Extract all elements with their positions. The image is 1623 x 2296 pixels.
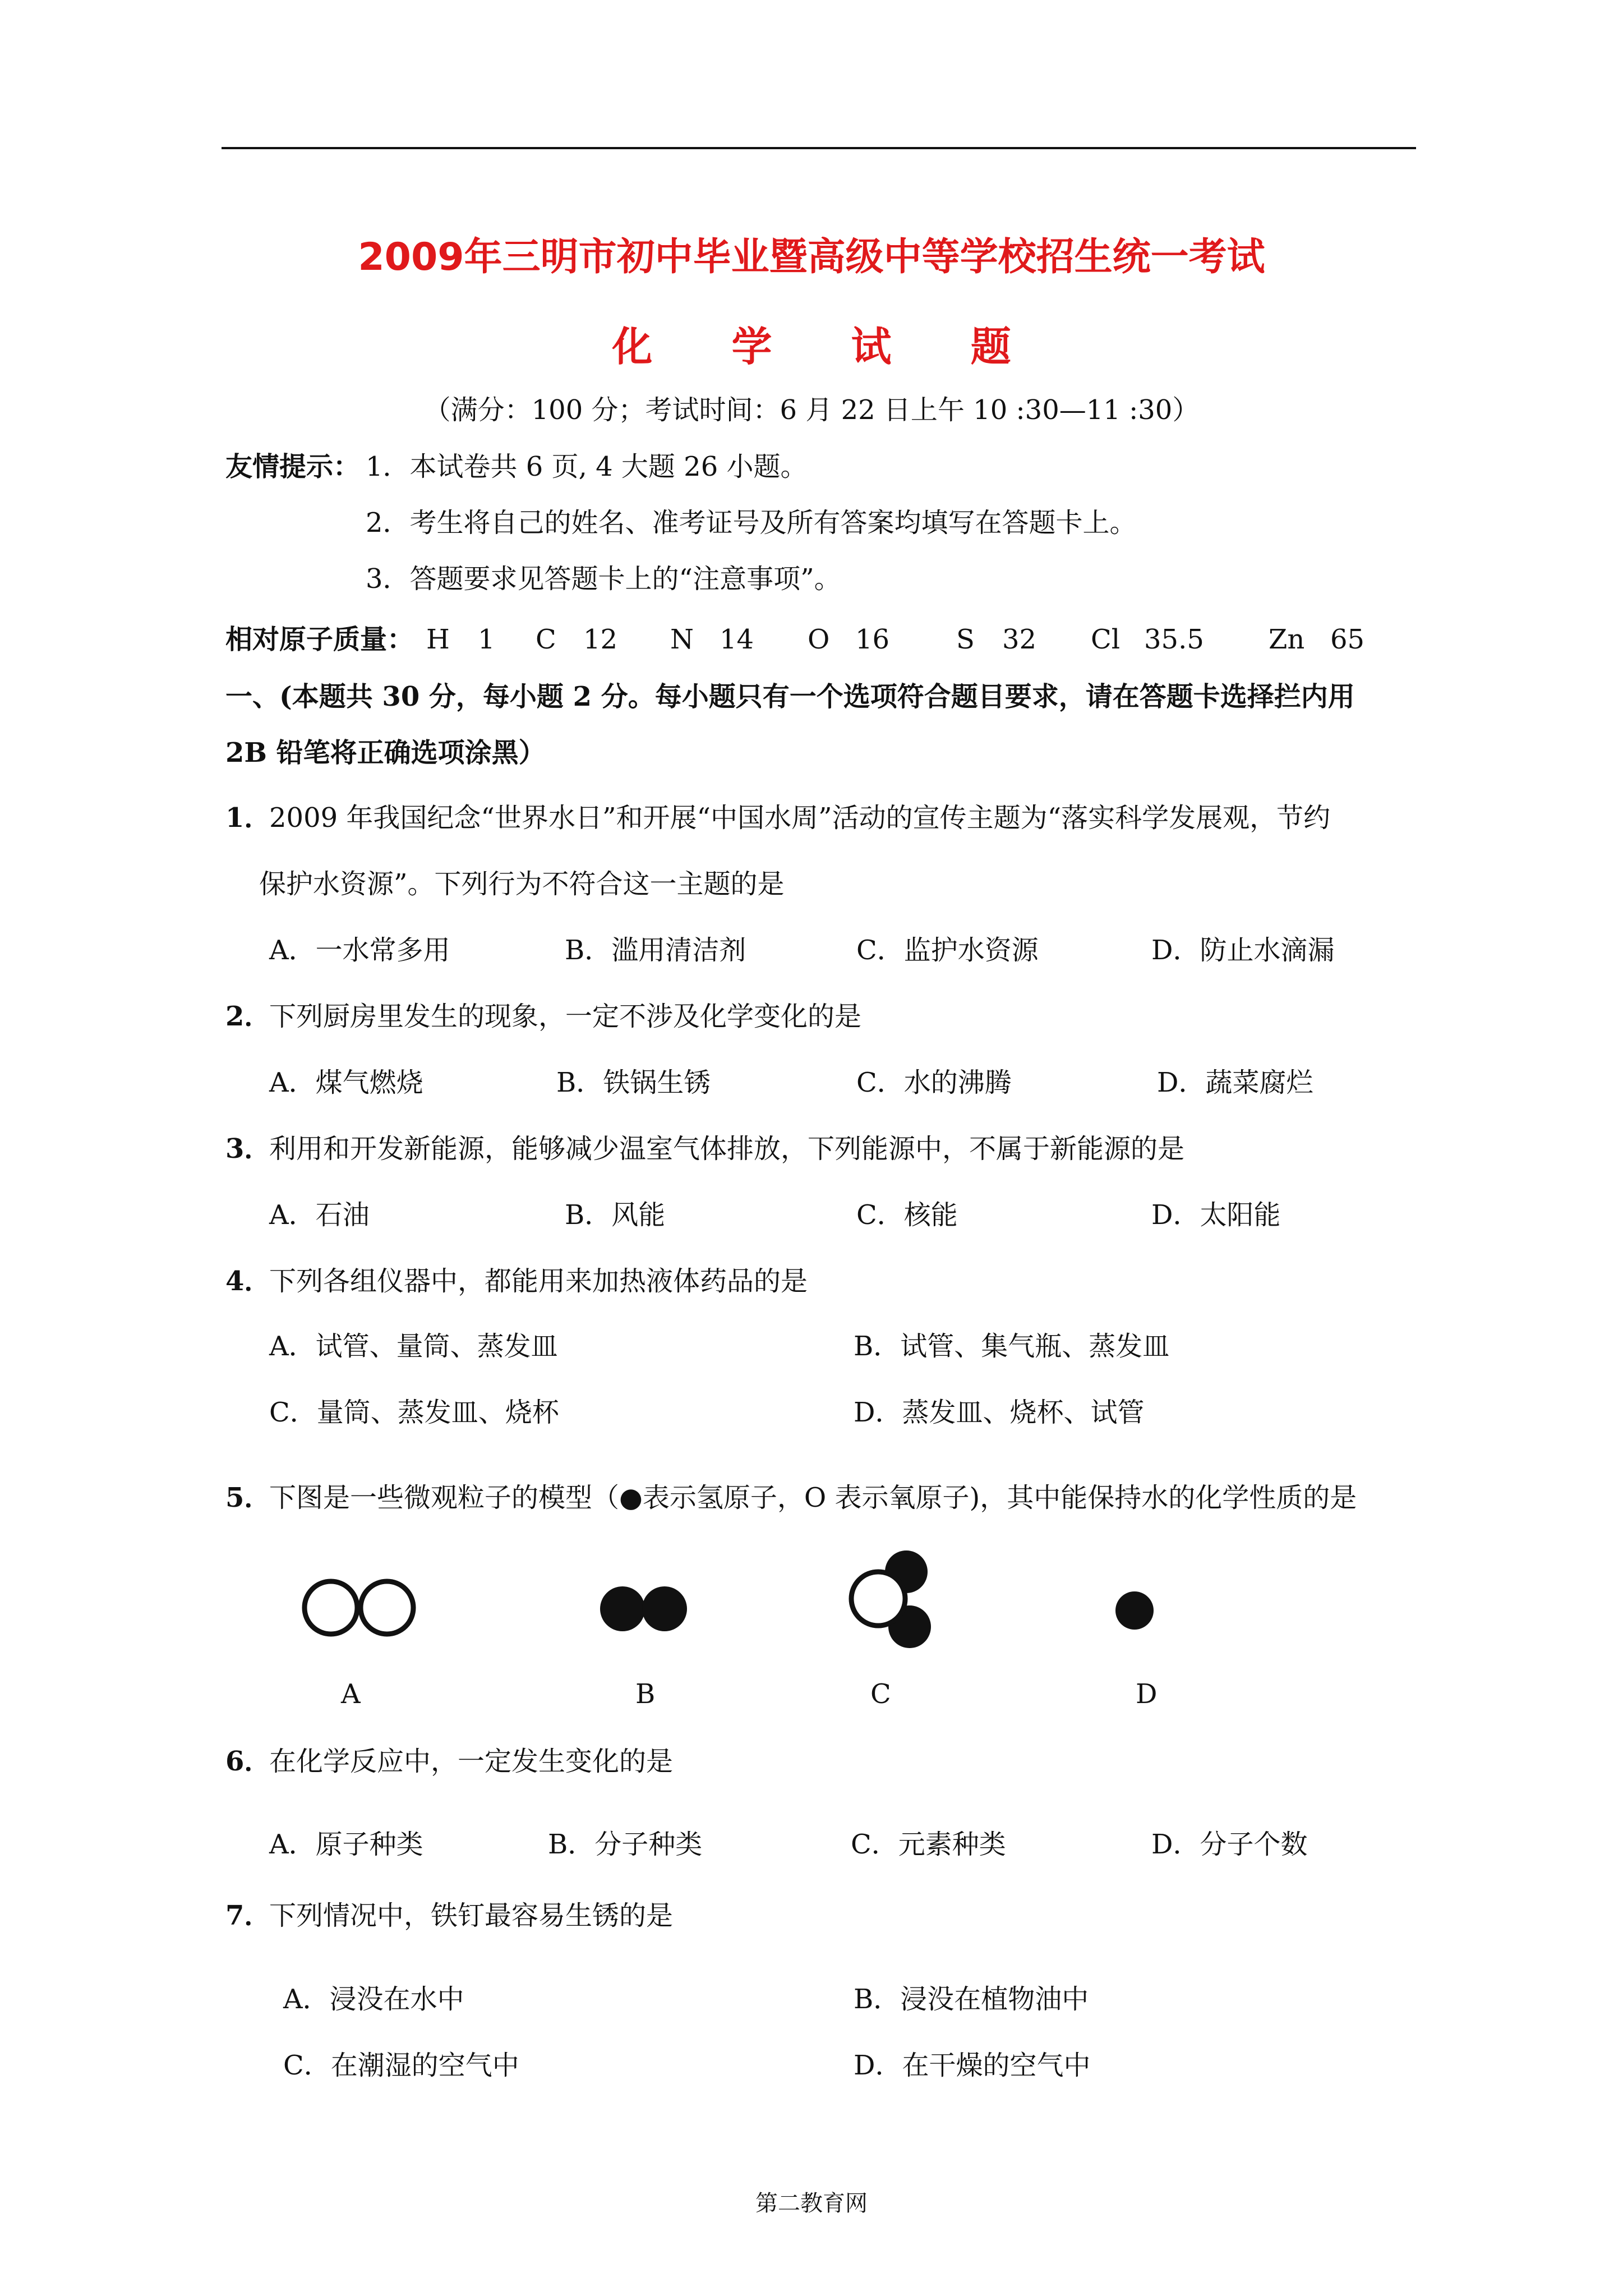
atomic-mass-el: C — [536, 624, 556, 655]
option-a[interactable]: A — [341, 1678, 361, 1710]
molecule-b-model — [594, 1582, 695, 1638]
option-c[interactable]: C．元素种类 — [851, 1829, 1006, 1860]
option-b[interactable]: B．铁锅生锈 — [556, 1067, 711, 1098]
option-b[interactable]: B．风能 — [565, 1199, 666, 1231]
option-b[interactable]: B．分子种类 — [548, 1829, 703, 1860]
section-heading-cont: 2B 铅笔将正确选项涂黑） — [225, 737, 546, 769]
option-a[interactable]: A．一水常多用 — [269, 935, 450, 966]
atomic-mass-val: 14 — [720, 624, 754, 655]
atomic-mass-el: H — [426, 624, 450, 655]
question-number: 7． — [225, 1900, 271, 1931]
question-number: 5． — [225, 1482, 271, 1513]
atomic-mass-label: 相对原子质量： — [225, 624, 414, 655]
option-b[interactable]: B．试管、集气瓶、蒸发皿 — [854, 1331, 1170, 1362]
question-text: 下列情况中，铁钉最容易生锈的是 — [269, 1900, 674, 1931]
option-d[interactable]: D．防止水滴漏 — [1151, 935, 1335, 966]
atomic-mass-el: N — [670, 624, 694, 655]
option-d[interactable]: D．在干燥的空气中 — [854, 2050, 1091, 2081]
option-c[interactable]: C．监护水资源 — [856, 935, 1039, 966]
option-d[interactable]: D．分子个数 — [1151, 1829, 1308, 1860]
molecule-a-model — [297, 1571, 426, 1644]
oxygen-atom — [851, 1572, 905, 1626]
question-number: 1． — [225, 802, 271, 834]
option-d[interactable]: D．太阳能 — [1151, 1199, 1281, 1231]
page-footer: 第二教育网 — [755, 2191, 868, 2216]
option-c[interactable]: C — [870, 1678, 891, 1710]
option-b[interactable]: B．浸没在植物油中 — [854, 1984, 1089, 2015]
section-heading: 一、(本题共 30 分，每小题 2 分。每小题只有一个选项符合题目要求，请在答题卡选择拦内用 — [225, 681, 1355, 712]
question-text: 下列厨房里发生的现象，一定不涉及化学变化的是 — [269, 1001, 862, 1032]
molecule-d-model — [1108, 1585, 1164, 1641]
option-a[interactable]: A．原子种类 — [269, 1829, 423, 1860]
molecule-c-model — [841, 1543, 953, 1655]
exam-title: 2009年三明市初中毕业暨高级中等学校招生统一考试 — [358, 235, 1265, 279]
tip-item: 2．考生将自己的姓名、准考证号及所有答案均填写在答题卡上。 — [366, 507, 1137, 539]
option-c[interactable]: C．核能 — [856, 1199, 958, 1231]
atomic-mass-el: O — [808, 624, 830, 655]
question-number: 2． — [225, 1001, 271, 1032]
option-c[interactable]: C．水的沸腾 — [856, 1067, 1012, 1098]
atomic-mass-val: 32 — [1002, 624, 1037, 655]
option-a[interactable]: A．试管、量筒、蒸发皿 — [269, 1331, 558, 1362]
option-a[interactable]: A．浸没在水中 — [283, 1984, 464, 2015]
tip-item: 3．答题要求见答题卡上的“注意事项”。 — [366, 563, 841, 595]
option-d[interactable]: D．蔬菜腐烂 — [1157, 1067, 1313, 1098]
atomic-mass-val: 12 — [583, 624, 618, 655]
question-number: 4． — [225, 1266, 271, 1297]
atomic-mass-el: Zn — [1269, 624, 1305, 655]
hydrogen-atom — [642, 1586, 687, 1631]
atomic-mass-el: S — [956, 624, 975, 655]
option-c[interactable]: C．在潮湿的空气中 — [283, 2050, 519, 2081]
tip-item: 1．本试卷共 6 页, 4 大题 26 小题。 — [366, 451, 808, 482]
option-b[interactable]: B．滥用清洁剂 — [565, 935, 746, 966]
exam-info: （满分：100 分；考试时间：6 月 22 日上午 10 :30—11 :30） — [423, 394, 1200, 426]
question-text-cont: 保护水资源”。下列行为不符合这一主题的是 — [259, 868, 785, 900]
atomic-mass-val: 1 — [478, 624, 495, 655]
hydrogen-atom — [600, 1586, 645, 1631]
question-text: 在化学反应中，一定发生变化的是 — [269, 1746, 674, 1777]
option-d[interactable]: D — [1136, 1678, 1158, 1710]
hydrogen-atom — [1115, 1591, 1154, 1630]
tips-label: 友情提示： — [225, 451, 361, 482]
option-b[interactable]: B — [635, 1678, 656, 1710]
option-a[interactable]: A．石油 — [269, 1199, 370, 1231]
oxygen-atom — [361, 1581, 413, 1634]
question-text: 2009 年我国纪念“世界水日”和开展“中国水周”活动的宣传主题为“落实科学发展观，节约 — [269, 802, 1331, 834]
oxygen-atom — [305, 1581, 357, 1634]
option-a[interactable]: A．煤气燃烧 — [269, 1067, 423, 1098]
subject-title: 化 学 试 题 — [612, 323, 1044, 370]
atomic-mass-el: Cl — [1091, 624, 1121, 655]
atomic-mass-val: 16 — [855, 624, 890, 655]
atomic-mass-val: 35.5 — [1144, 624, 1204, 655]
question-text: 下图是一些微观粒子的模型（●表示氢原子，O 表示氧原子)，其中能保持水的化学性质的是 — [269, 1482, 1357, 1513]
option-d[interactable]: D．蒸发皿、烧杯、试管 — [854, 1397, 1145, 1428]
question-text: 利用和开发新能源，能够减少温室气体排放，下列能源中，不属于新能源的是 — [269, 1133, 1185, 1165]
question-number: 6． — [225, 1746, 271, 1777]
option-c[interactable]: C．量筒、蒸发皿、烧杯 — [269, 1397, 559, 1428]
atomic-mass-val: 65 — [1330, 624, 1365, 655]
question-text: 下列各组仪器中，都能用来加热液体药品的是 — [269, 1266, 808, 1297]
header-rule — [222, 147, 1416, 149]
question-number: 3． — [225, 1133, 271, 1165]
